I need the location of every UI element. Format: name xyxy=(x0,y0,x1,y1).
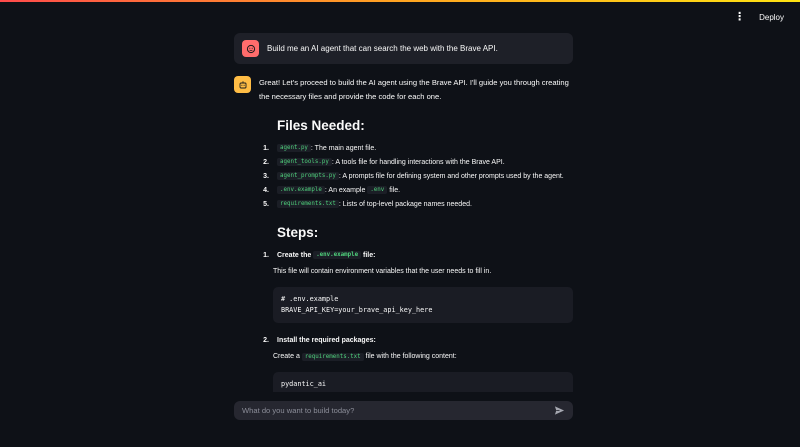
code-line: pydantic_ai xyxy=(281,380,327,388)
step-title xyxy=(259,248,573,262)
top-decoration-stripe xyxy=(0,0,800,2)
inline-code: agent_tools.py xyxy=(277,158,332,166)
list-text: : An example xyxy=(324,186,366,194)
files-list xyxy=(259,141,573,211)
chat-input-bar xyxy=(234,401,573,420)
step-title-text: Create the xyxy=(277,251,312,259)
list-item xyxy=(259,155,573,169)
assistant-message xyxy=(234,76,573,397)
send-icon[interactable] xyxy=(554,405,565,416)
code-line: # .env.example xyxy=(281,295,339,303)
step-item xyxy=(259,248,573,323)
steps-heading: Steps: xyxy=(277,225,319,240)
list-number: 1. xyxy=(263,144,269,152)
chat-input[interactable] xyxy=(242,406,554,415)
step-title xyxy=(259,333,573,347)
user-message-text: Build me an AI agent that can search the web with the Brave API. xyxy=(267,44,498,53)
step-paragraph-text: Create a xyxy=(273,353,300,360)
deploy-button[interactable]: Deploy xyxy=(759,13,784,22)
user-avatar-icon xyxy=(242,40,259,57)
step-number: 1. xyxy=(263,251,269,259)
inline-code: requirements.txt xyxy=(302,353,364,361)
list-number: 5. xyxy=(263,200,269,208)
assistant-message-body xyxy=(259,76,573,397)
assistant-intro: Great! Let's proceed to build the AI agent using the Brave API. I'll guide you through creating the necessary files and provide the code for each one. xyxy=(259,78,569,101)
inline-code: requirements.txt xyxy=(277,200,339,208)
step-title-text: file: xyxy=(363,251,376,259)
step-number: 2. xyxy=(263,336,269,344)
list-text: : A prompts file for defining system and other prompts used by the agent. xyxy=(338,172,564,180)
inline-code: .env.example xyxy=(277,186,325,194)
list-item xyxy=(259,169,573,183)
bot-avatar-icon xyxy=(234,76,251,93)
list-item xyxy=(259,197,573,211)
files-heading: Files Needed: xyxy=(277,118,365,133)
step-paragraph-text: file with the following content: xyxy=(365,353,457,360)
inline-code: .env xyxy=(367,186,387,194)
step-paragraph: This file will contain environment variables that the user needs to fill in. xyxy=(273,268,492,275)
code-block xyxy=(273,287,573,323)
step-item xyxy=(259,333,573,397)
header-toolbar xyxy=(734,12,784,23)
list-number: 4. xyxy=(263,186,269,194)
list-text: file. xyxy=(389,186,401,194)
list-text: : Lists of top-level package names needed. xyxy=(338,200,472,208)
list-number: 3. xyxy=(263,172,269,180)
list-text: : The main agent file. xyxy=(310,144,377,152)
step-title-text: Install the required packages: xyxy=(277,336,376,344)
inline-code: agent_prompts.py xyxy=(277,172,339,180)
inline-code: agent.py xyxy=(277,144,311,152)
chat-transcript xyxy=(234,33,573,397)
inline-code: .env.example xyxy=(313,251,361,259)
list-number: 2. xyxy=(263,158,269,166)
code-line: BRAVE_API_KEY=your_brave_api_key_here xyxy=(281,306,433,314)
list-text: : A tools file for handling interactions with the Brave API. xyxy=(331,158,505,166)
step-paragraph xyxy=(273,350,573,364)
list-item xyxy=(259,141,573,155)
list-item xyxy=(259,183,573,197)
user-message xyxy=(234,33,573,64)
kebab-menu-icon[interactable]: ⋮ xyxy=(734,11,746,23)
